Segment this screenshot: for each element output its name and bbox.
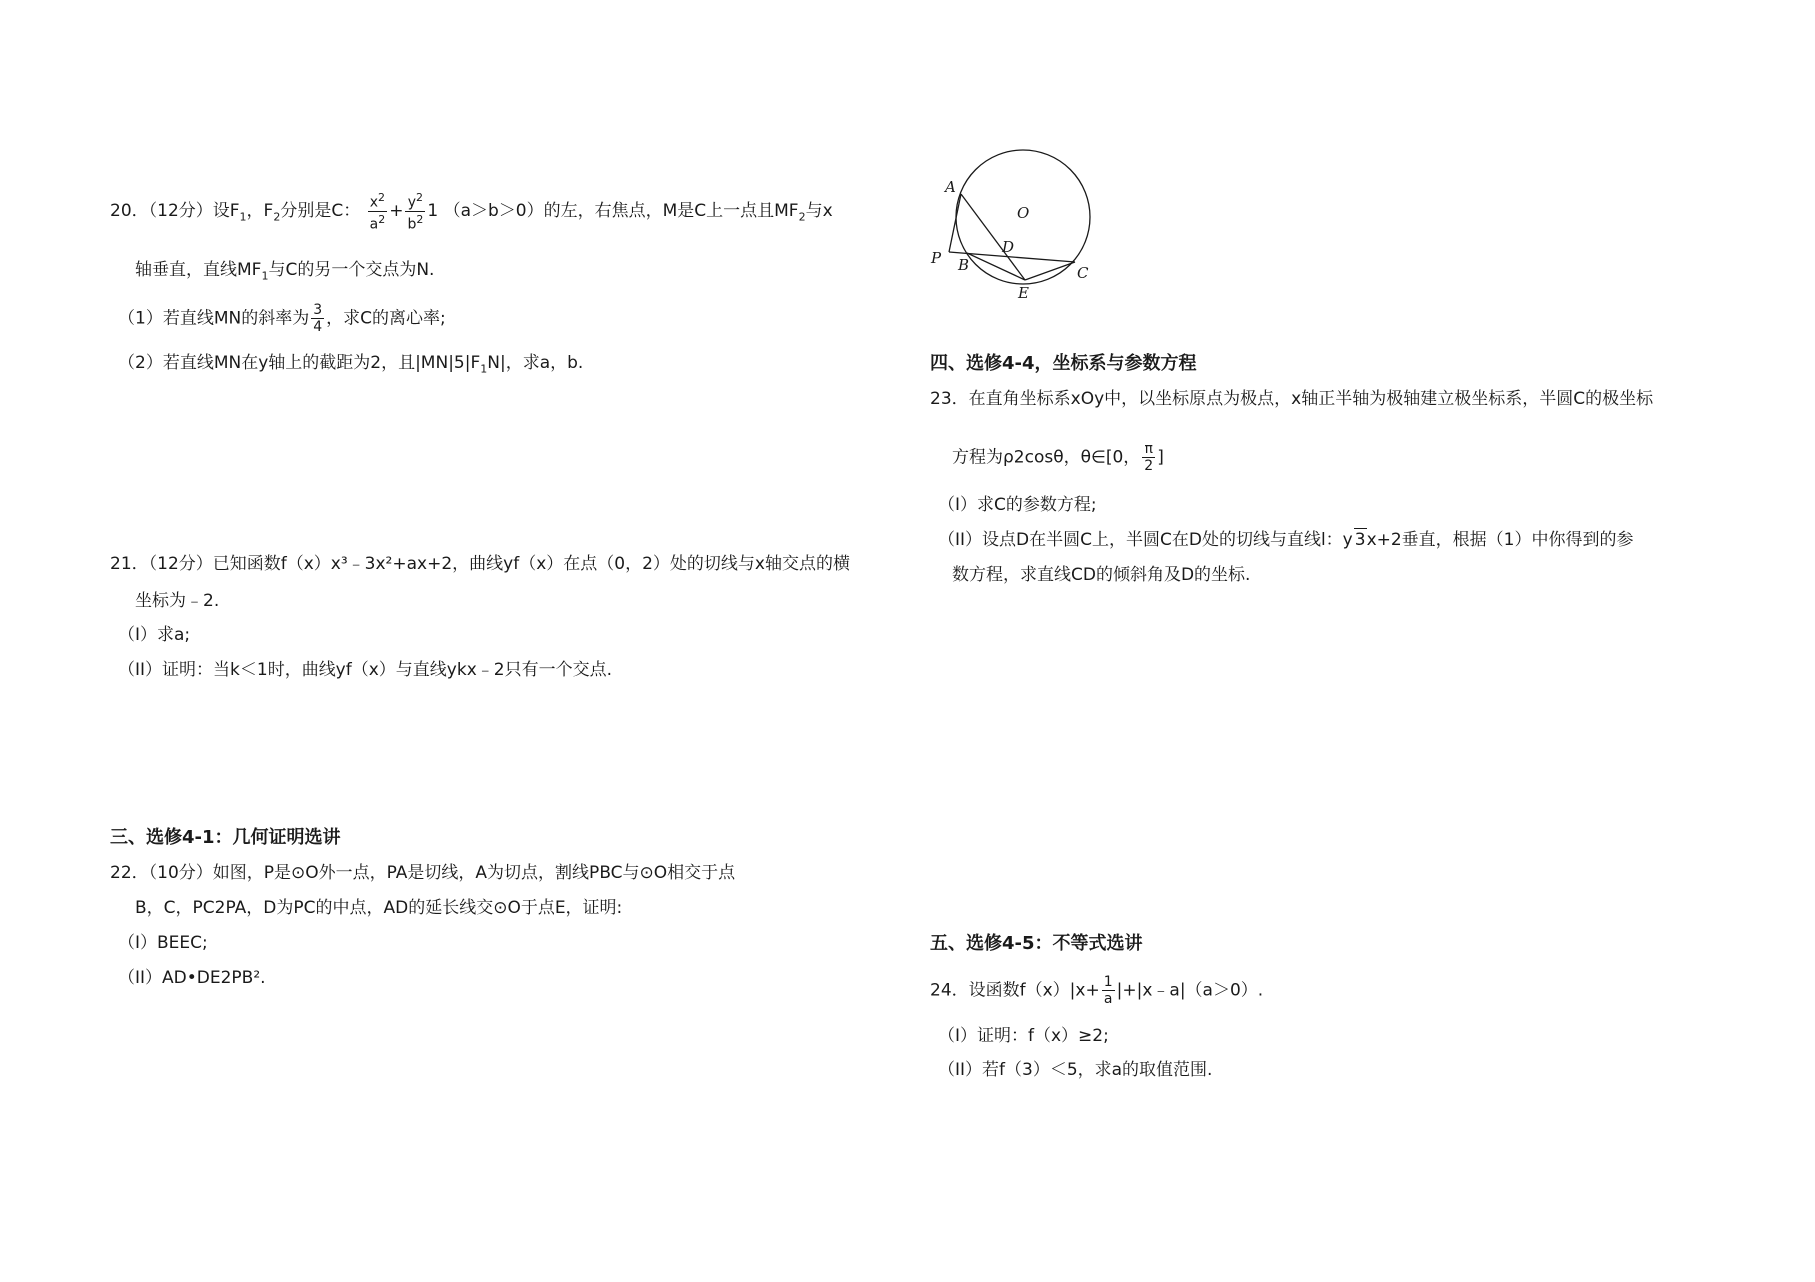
q22-line2: B，C，PC2PA，D为PC的中点，AD的延长线交⊙O于点E，证明: <box>135 898 623 918</box>
q21-line2: 坐标为﹣2. <box>135 591 220 611</box>
segment-ae <box>961 194 1025 280</box>
q24-part1: （I）证明：f（x）≥2; <box>938 1026 1109 1046</box>
fraction-pi-2: $\frac{\pi}{2}$ <box>1144 441 1154 474</box>
q24-part2: （II）若f（3）＜5，求a的取值范围. <box>938 1060 1213 1080</box>
q20-line1: 20．（12分）设$F_1$，$F_2$分别是C： $\frac{x^2}{a^2}$ + $\frac{y^2}{b^2}$ 1 （a＞b＞0）的左，右焦点，M是C上一点且$MF_2$与x <box>110 191 833 233</box>
segment-pa <box>949 194 961 252</box>
q20-part1: （1）若直线MN的斜率为 $\frac{3}{4}$ ，求C的离心率; <box>118 302 446 335</box>
q20-line2: 轴垂直，直线$MF_1$与C的另一个交点为N. <box>135 260 435 283</box>
fraction-y2-b2: $\frac{y^2}{b^2}$ <box>407 191 424 233</box>
q22-part2: （II）AD•DE2PB². <box>118 968 266 988</box>
fraction-3-4: $\frac{3}{4}$ <box>313 302 323 335</box>
label-d: D <box>1002 238 1015 256</box>
q22-part1: （I）BEEC; <box>118 933 208 953</box>
q21-line1: 21．（12分）已知函数f（x）x³﹣3x²+ax+2，曲线yf（x）在点（0，2）处的切线与x轴交点的横 <box>110 554 850 574</box>
section-title-4: 四、选修4-4，坐标系与参数方程 <box>930 353 1197 374</box>
q24-line1: 24．设函数f（x）|x+ $\frac{1}{a}$ |+|x﹣a|（a＞0）. <box>930 974 1264 1007</box>
q20-part2: （2）若直线MN在y轴上的截距为2，且$|MN|5|F_1N|$，求a，b. <box>118 353 584 376</box>
q23-line1: 23．在直角坐标系xOy中，以坐标原点为极点，x轴正半轴为极轴建立极坐标系，半圆C的极坐标 <box>930 389 1654 409</box>
segment-ec <box>1025 262 1075 280</box>
fraction-x2-a2: $\frac{x^2}{a^2}$ <box>369 191 386 233</box>
section-title-5: 五、选修4-5：不等式选讲 <box>930 933 1143 954</box>
sqrt-3: 3 <box>1354 530 1366 550</box>
q23-line2: 方程为ρ2cosθ，θ∈[0， $\frac{\pi}{2}$ ] <box>952 441 1164 474</box>
q21-part1: （I）求a; <box>118 625 191 645</box>
q22-line1: 22．（10分）如图，P是⊙O外一点，PA是切线，A为切点，割线PBC与⊙O相交于点 <box>110 863 736 883</box>
q23-line3: 数方程，求直线CD的倾斜角及D的坐标. <box>952 565 1251 585</box>
label-e: E <box>1018 284 1029 302</box>
q23-part1: （I）求C的参数方程; <box>938 495 1097 515</box>
label-c: C <box>1077 264 1089 282</box>
circle-geometry-figure <box>925 140 1105 305</box>
q21-part2: （II）证明：当k＜1时，曲线yf（x）与直线ykx﹣2只有一个交点. <box>118 660 612 680</box>
label-a: A <box>945 178 956 196</box>
label-p: P <box>931 249 942 267</box>
label-o: O <box>1017 204 1030 222</box>
section-title-3: 三、选修4-1：几何证明选讲 <box>110 827 341 848</box>
label-b: B <box>958 256 970 274</box>
q23-part2: （II）设点D在半圆C上，半圆C在D处的切线与直线l：y 3x+2垂直，根据（1）中你得到的参 <box>938 530 1634 550</box>
fraction-1-a: $\frac{1}{a}$ <box>1103 974 1113 1007</box>
